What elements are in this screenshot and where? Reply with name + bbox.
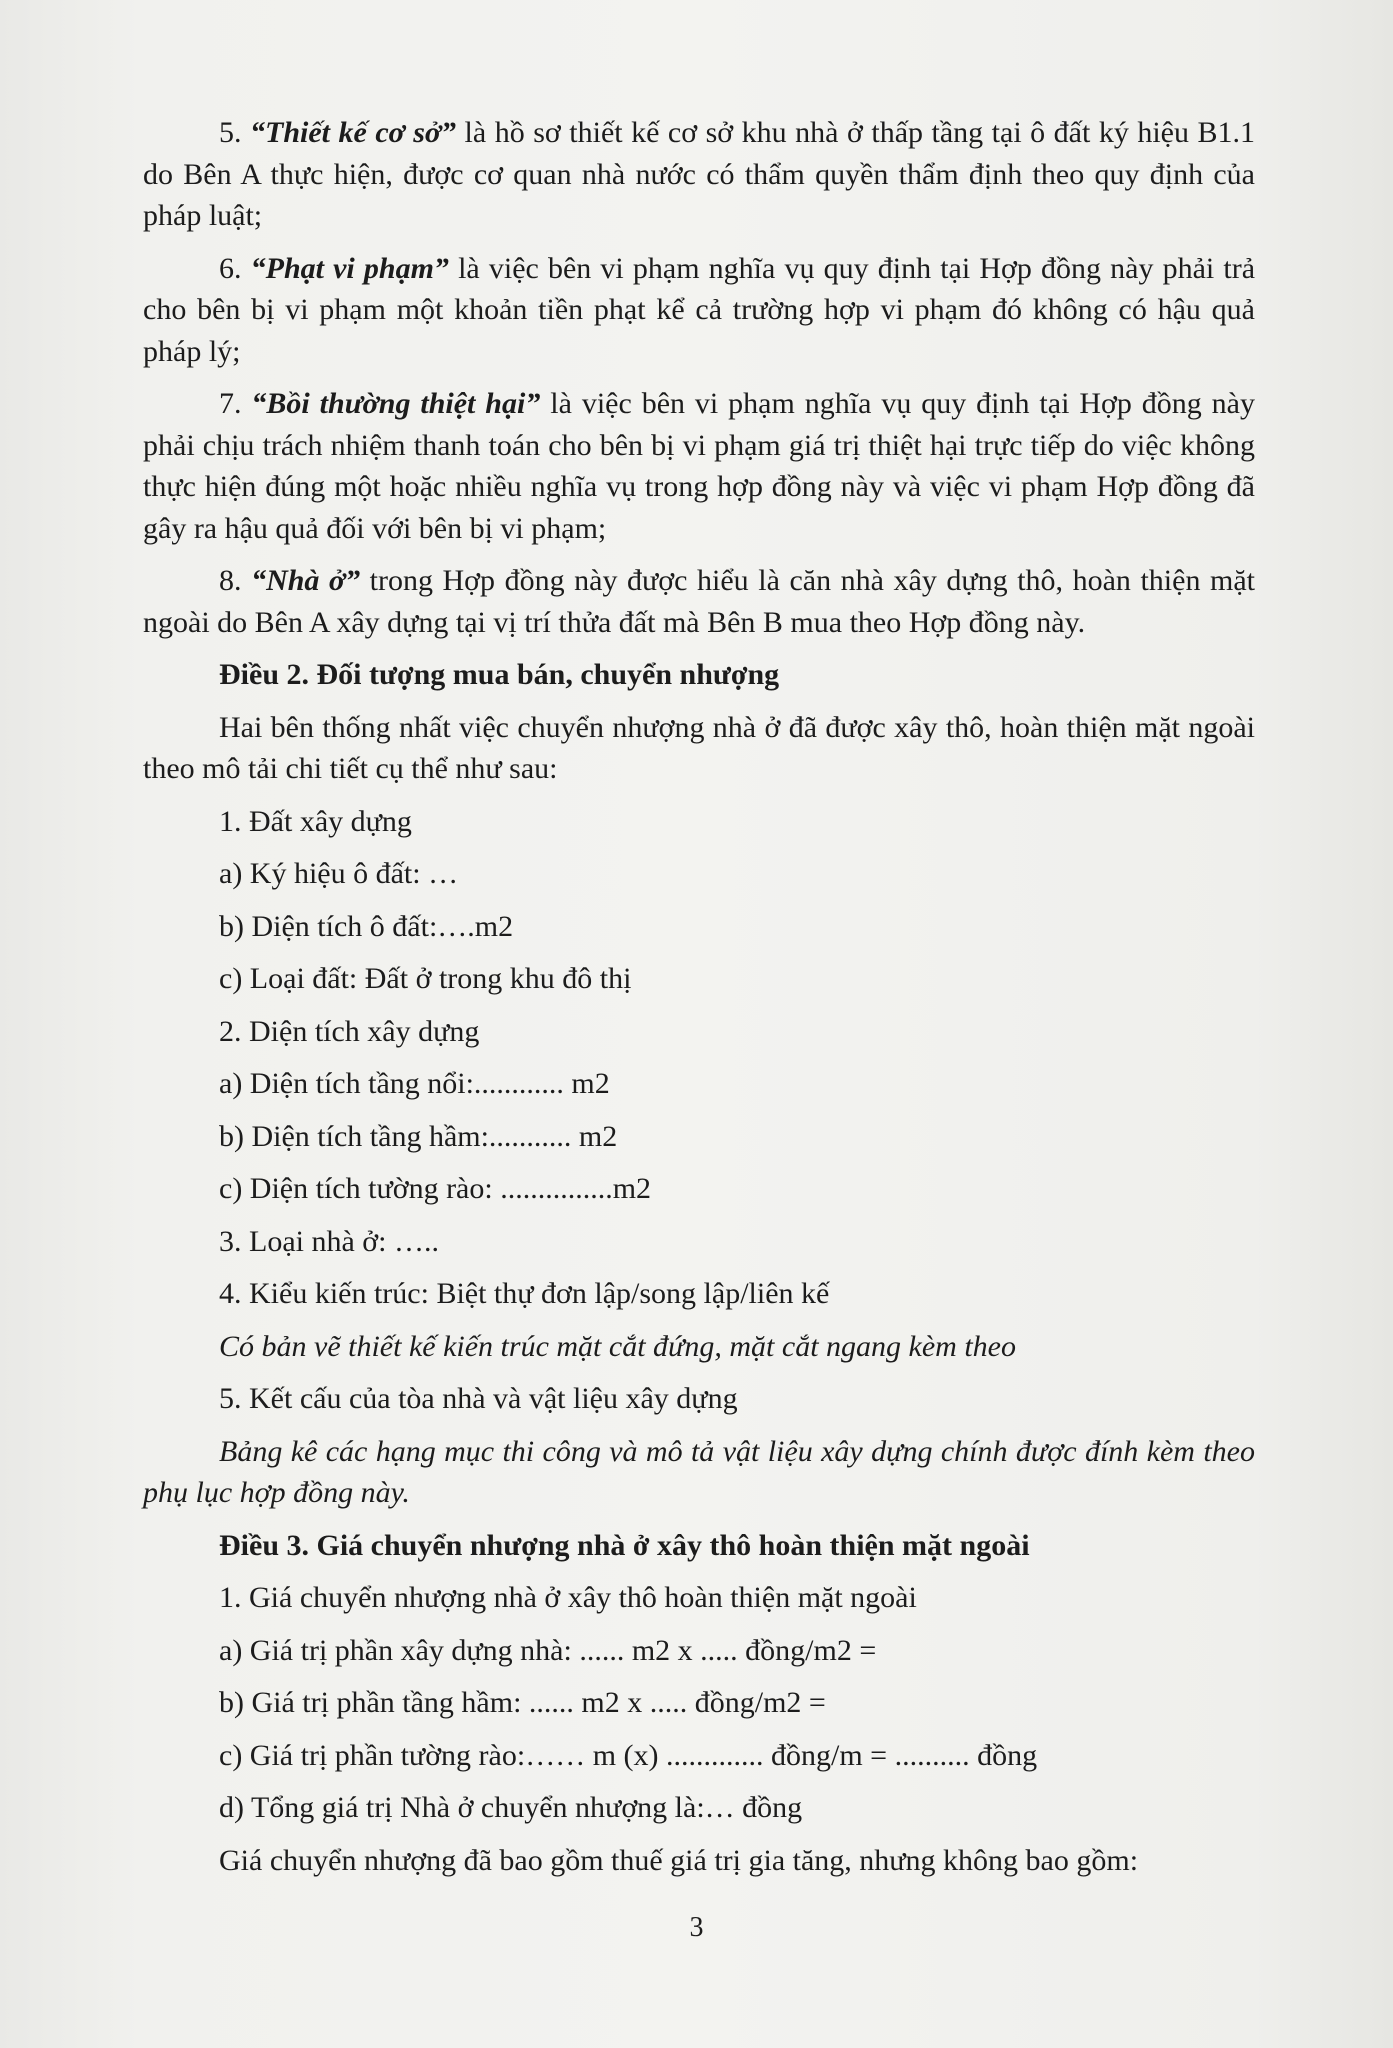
list-item: a) Giá trị phần xây dựng nhà: ...... m2 x ..... đồng/m2 = <box>219 1633 877 1667</box>
list-item: 1. Đất xây dựng <box>219 804 412 838</box>
definition-6: 6. “Phạt vi phạm” là việc bên vi phạm nghĩa vụ quy định tại Hợp đồng này phải trả cho bên bị vi phạm một khoản tiền phạt kể cả trường hợp vi phạm đó không có hậu quả pháp lý; <box>143 251 1256 368</box>
list-item: 3. Loại nhà ở: ….. <box>219 1224 439 1258</box>
list-item: 2. Diện tích xây dựng <box>219 1014 480 1048</box>
list-item: 1. Giá chuyển nhượng nhà ở xây thô hoàn thiện mặt ngoài <box>219 1581 917 1614</box>
list-item: c) Diện tích tường rào: ...............m2 <box>219 1172 652 1205</box>
list-item: 5. Kết cấu của tòa nhà và vật liệu xây dựng <box>219 1382 738 1415</box>
definition-8: 8. “Nhà ở” trong Hợp đồng này được hiểu là căn nhà xây dựng thô, hoàn thiện mặt ngoài do Bên A xây dựng tại vị trí thửa đất mà Bên B mua theo Hợp đồng này. <box>143 564 1255 639</box>
list-item: b) Giá trị phần tầng hầm: ...... m2 x ..... đồng/m2 = <box>219 1686 826 1719</box>
list-item: b) Diện tích tầng hầm:........... m2 <box>219 1119 618 1153</box>
list-item: 4. Kiểu kiến trúc: Biệt thự đơn lập/song lập/liên kế <box>219 1277 830 1310</box>
price-inclusion-note: Giá chuyển nhượng đã bao gồm thuế giá trị gia tăng, nhưng không bao gồm: <box>219 1843 1139 1877</box>
term-boi-thuong-thiet-hai: “Bồi thường thiệt hại” <box>251 387 541 420</box>
list-item: c) Giá trị phần tường rào:…… m (x) ............. đồng/m = .......... đồng <box>219 1738 1038 1772</box>
list-item: d) Tổng giá trị Nhà ở chuyển nhượng là:… đồng <box>219 1791 803 1824</box>
article-3-heading: Điều 3. Giá chuyển nhượng nhà ở xây thô hoàn thiện mặt ngoài <box>219 1528 1030 1562</box>
page-number: 3 <box>689 1912 704 1943</box>
term-thiet-ke-co-so: “Thiết kế cơ sở” <box>250 116 457 149</box>
list-item: a) Ký hiệu ô đất: … <box>219 857 459 890</box>
definition-7: 7. “Bồi thường thiệt hại” là việc bên vi phạm nghĩa vụ quy định tại Hợp đồng này phải chịu trách nhiệm thanh toán cho bên bị vi phạm giá trị thiệt hại trực tiếp do việc không thực hiện đúng một hoặc nhiều nghĩa vụ trong hợp đồng này và việc vi phạm Hợp đồng đã gây ra hậu quả đối với bên bị vi phạm; <box>143 387 1255 545</box>
drawing-note: Có bản vẽ thiết kế kiến trúc mặt cắt đứng, mặt cắt ngang kèm theo <box>219 1329 1016 1363</box>
term-nha-o: “Nhà ở” <box>251 564 361 597</box>
definition-5: 5. “Thiết kế cơ sở” là hồ sơ thiết kế cơ sở khu nhà ở thấp tầng tại ô đất ký hiệu B1.1 do Bên A thực hiện, được cơ quan nhà nước có thẩm quyền thẩm định theo quy định của pháp luật; <box>143 116 1256 232</box>
list-item: c) Loại đất: Đất ở trong khu đô thị <box>219 962 632 995</box>
appendix-note: Bảng kê các hạng mục thi công và mô tả vật liệu xây dựng chính được đính kèm theo phụ lục hợp đồng này. <box>143 1434 1255 1509</box>
article-2-heading: Điều 2. Đối tượng mua bán, chuyển nhượng <box>219 658 780 691</box>
article-2-intro: Hai bên thống nhất việc chuyển nhượng nhà ở đã được xây thô, hoàn thiện mặt ngoài theo mô tải chi tiết cụ thể như sau: <box>143 710 1255 785</box>
document-body <box>143 112 1255 1892</box>
term-phat-vi-pham: “Phạt vi phạm” <box>250 251 449 285</box>
list-item: b) Diện tích ô đất:….m2 <box>219 909 514 943</box>
list-item: a) Diện tích tầng nổi:............ m2 <box>219 1067 610 1100</box>
